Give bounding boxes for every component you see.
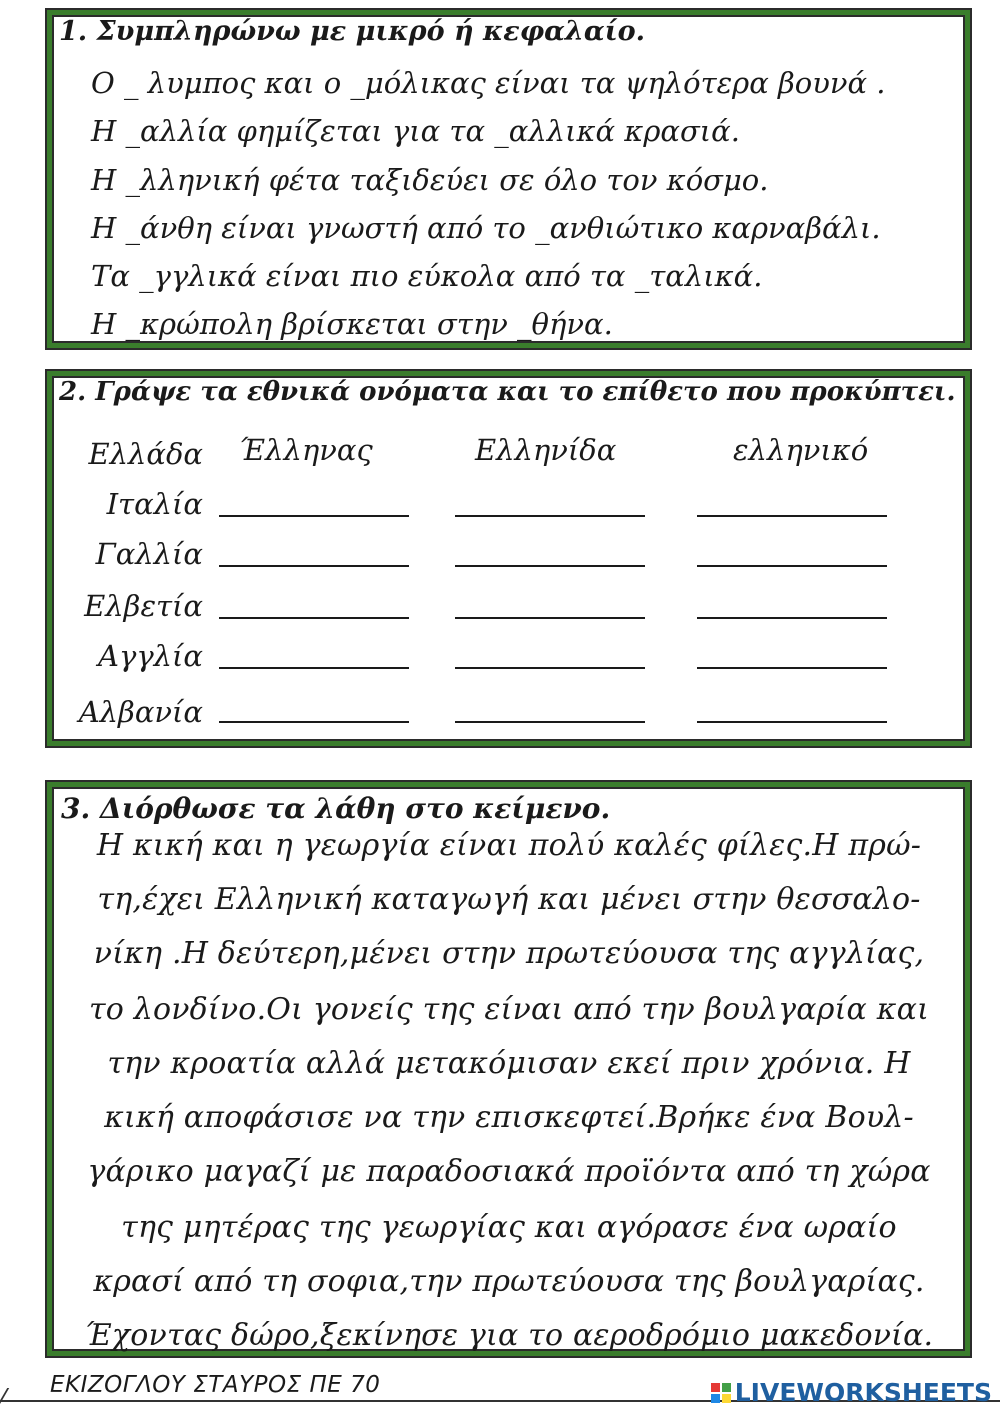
section-3-text-line[interactable]: κική αποφάσισε να την επισκεφτεί.Βρήκε ένα Βουλ- — [104, 1100, 914, 1135]
author-credit: ΕΚΙΖΟΓΛΟΥ ΣΤΑΥΡΟΣ ΠΕ 70 — [50, 1372, 381, 1398]
section-3-text-line[interactable]: τη,έχει Ελληνική καταγωγή και μένει στην θεσσαλο- — [97, 882, 921, 917]
country-label: Ελβετία — [84, 589, 203, 623]
answer-blank-male[interactable] — [219, 721, 409, 723]
country-label: Ιταλία — [106, 487, 203, 521]
section-2-box — [45, 369, 972, 748]
section-3-text-line[interactable]: την κροατία αλλά μετακόμισαν εκεί πριν χρόνια. Η — [107, 1046, 911, 1081]
answer-blank-male[interactable] — [219, 515, 409, 517]
section-1-line: Ο _ λυμπος και ο _μόλικας είναι τα ψηλότερα βουνά . — [91, 66, 886, 100]
section-3-text-line[interactable]: Έχοντας δώρο,ξεκίνησε για το αεροδρόμιο μακεδονία. — [84, 1318, 934, 1353]
example-female: Ελληνίδα — [475, 433, 617, 467]
example-male: Έλληνας — [239, 433, 373, 467]
liveworksheets-icon — [711, 1383, 731, 1403]
liveworksheets-logo-text: LIVEWORKSHEETS — [734, 1378, 992, 1407]
answer-blank-female[interactable] — [455, 667, 645, 669]
country-label: Αλβανία — [78, 695, 203, 729]
section-1-line: Η _αλλία φημίζεται για τα _αλλικά κρασιά. — [91, 114, 740, 148]
section-1-line: Η _κρώπολη βρίσκεται στην _θήνα. — [91, 307, 613, 341]
section-3-text-line[interactable]: Η κική και η γεωργία είναι πολύ καλές φίλες.Η πρώ- — [96, 828, 922, 863]
section-2-title: 2. Γράψε τα εθνικά ονόματα και το επίθετο που προκύπτει. — [59, 377, 956, 407]
answer-blank-male[interactable] — [219, 565, 409, 567]
section-1-line: Η _άνθη είναι γνωστή από το _ανθιώτικο καρναβάλι. — [91, 211, 881, 245]
section-1-box — [45, 8, 972, 350]
example-country: Ελλάδα — [88, 437, 203, 471]
liveworksheets-logo[interactable] — [711, 1378, 992, 1407]
answer-blank-female[interactable] — [455, 515, 645, 517]
section-1-line: Τα _γγλικά είναι πιο εύκολα από τα _ταλικά. — [91, 259, 763, 293]
example-adjective: ελληνικό — [733, 433, 869, 467]
section-1-title: 1. Συμπληρώνω με μικρό ή κεφαλαίο. — [59, 16, 646, 47]
section-3-text-line[interactable]: κρασί από τη σοφια,την πρωτεύουσα της βουλγαρίας. — [93, 1264, 925, 1299]
answer-blank-male[interactable] — [219, 617, 409, 619]
section-3-text-line[interactable]: το λονδίνο.Οι γονείς της είναι από την βουλγαρία και — [88, 992, 930, 1027]
section-1-line: Η _λληνική φέτα ταξιδεύει σε όλο τον κόσμο. — [91, 163, 769, 197]
answer-blank-female[interactable] — [455, 565, 645, 567]
answer-blank-female[interactable] — [455, 721, 645, 723]
answer-blank-female[interactable] — [455, 617, 645, 619]
section-3-text-line[interactable]: γάρικο μαγαζί με παραδοσιακά προϊόντα από τη χώρα — [87, 1154, 931, 1189]
answer-blank-adjective[interactable] — [697, 565, 887, 567]
section-3-box — [45, 780, 972, 1358]
answer-blank-adjective[interactable] — [697, 667, 887, 669]
answer-blank-adjective[interactable] — [697, 617, 887, 619]
answer-blank-male[interactable] — [219, 667, 409, 669]
section-3-text-line[interactable]: νίκη .Η δεύτερη,μένει στην πρωτεύουσα της αγγλίας, — [93, 936, 925, 971]
answer-blank-adjective[interactable] — [697, 721, 887, 723]
country-label: Αγγλία — [98, 639, 203, 673]
country-label: Γαλλία — [95, 537, 203, 571]
answer-blank-adjective[interactable] — [697, 515, 887, 517]
section-3-title: 3. Διόρθωσε τα λάθη στο κείμενο. — [61, 792, 611, 825]
section-3-text-line[interactable]: της μητέρας της γεωργίας και αγόρασε ένα ωραίο — [121, 1210, 897, 1245]
